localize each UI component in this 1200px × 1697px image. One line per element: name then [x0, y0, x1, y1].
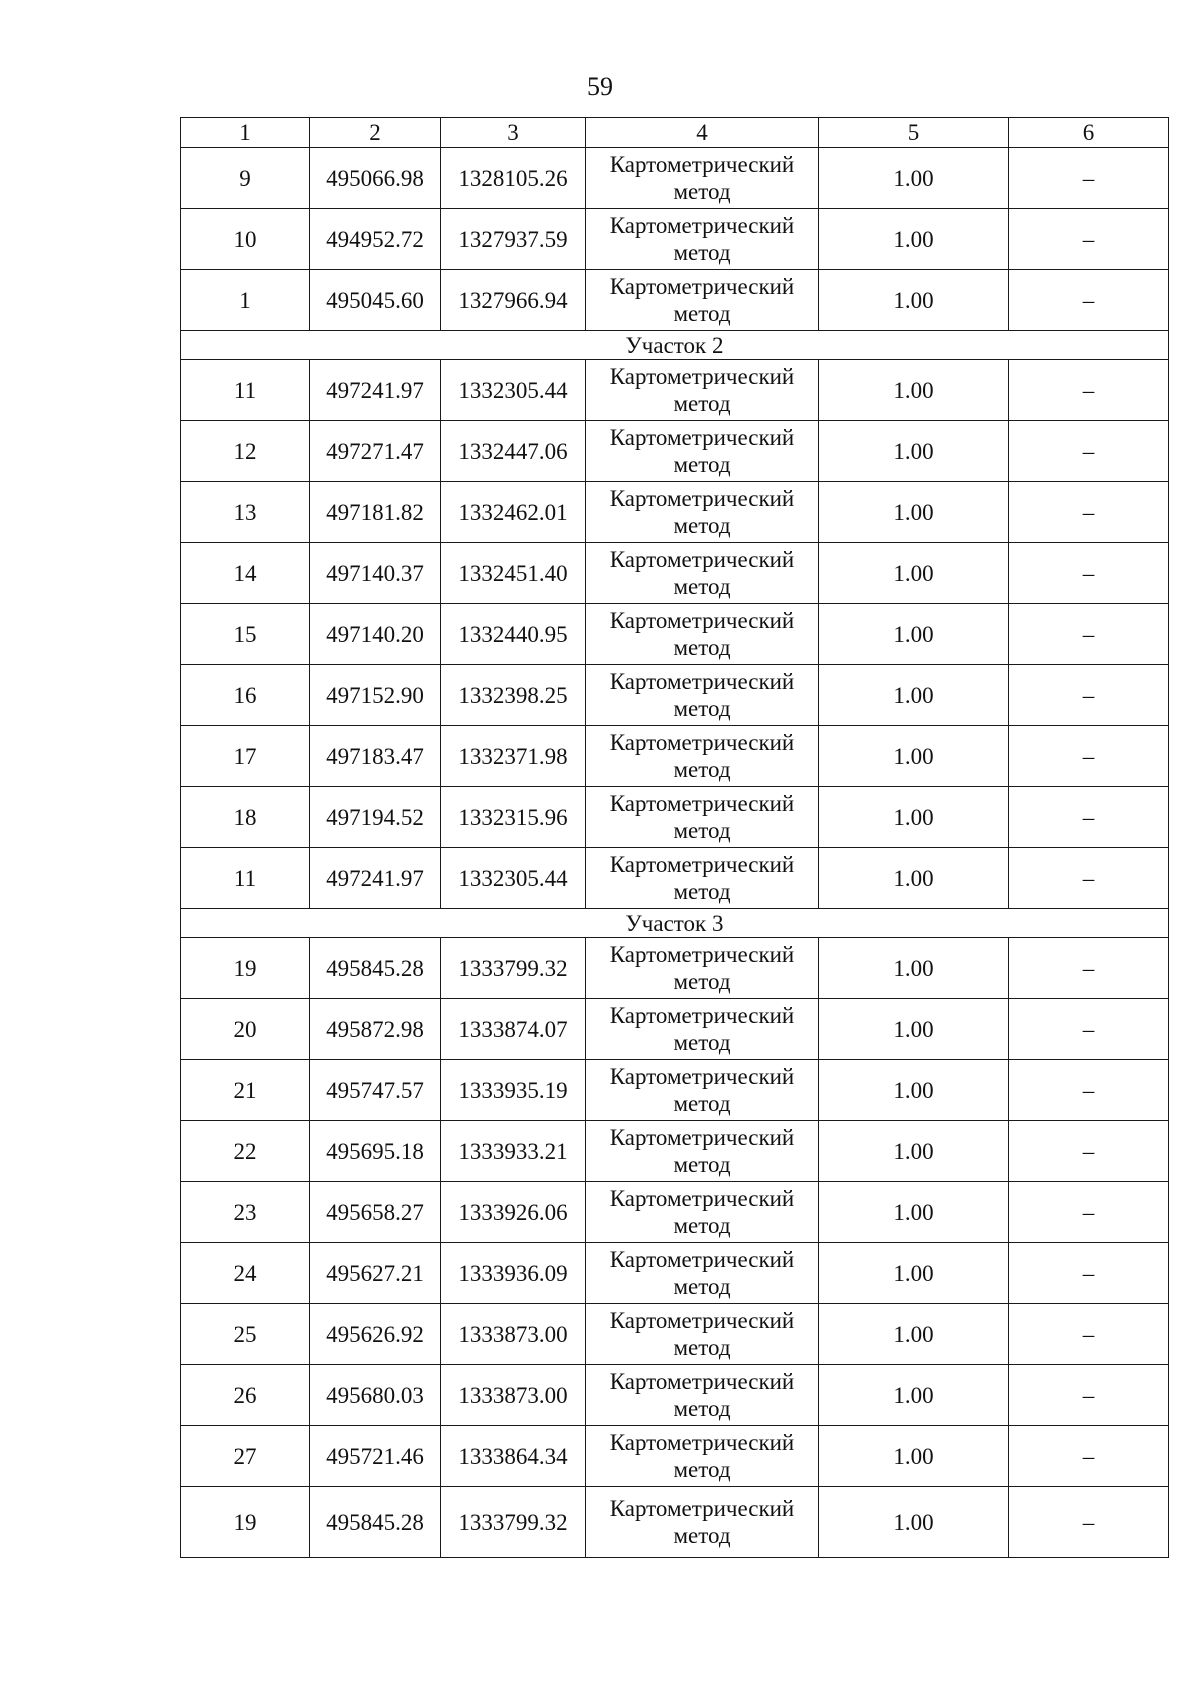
- table-cell: 1333936.09: [441, 1243, 586, 1304]
- table-cell: Картометрический метод: [586, 848, 819, 909]
- header-cell: 1: [181, 118, 310, 148]
- table-cell: 495721.46: [310, 1426, 441, 1487]
- table-cell: 495845.28: [310, 1487, 441, 1558]
- table-cell: 495066.98: [310, 148, 441, 209]
- table-cell: 495747.57: [310, 1060, 441, 1121]
- table-cell: Картометрический метод: [586, 1487, 819, 1558]
- table-cell: Картометрический метод: [586, 1426, 819, 1487]
- table-cell: 1333799.32: [441, 1487, 586, 1558]
- table-cell: Картометрический метод: [586, 421, 819, 482]
- table-cell: 1.00: [819, 787, 1009, 848]
- table-row: [181, 1182, 1169, 1243]
- table-cell: 18: [181, 787, 310, 848]
- table-cell: 1333799.32: [441, 938, 586, 999]
- table-cell: 1.00: [819, 543, 1009, 604]
- table-row: [181, 726, 1169, 787]
- section-title-row: [181, 331, 1169, 360]
- table-cell: 1333873.00: [441, 1365, 586, 1426]
- table-cell: 1.00: [819, 360, 1009, 421]
- table-cell: Картометрический метод: [586, 1304, 819, 1365]
- table-cell: 1327966.94: [441, 270, 586, 331]
- table-cell: Картометрический метод: [586, 270, 819, 331]
- table-cell: 497152.90: [310, 665, 441, 726]
- table-cell: 1332451.40: [441, 543, 586, 604]
- table-cell: 1.00: [819, 999, 1009, 1060]
- table-cell: –: [1009, 665, 1169, 726]
- table-cell: Картометрический метод: [586, 1121, 819, 1182]
- table-row: [181, 1365, 1169, 1426]
- table-row: [181, 543, 1169, 604]
- table-cell: –: [1009, 360, 1169, 421]
- table-cell: 23: [181, 1182, 310, 1243]
- table-cell: –: [1009, 1121, 1169, 1182]
- header-cell: 3: [441, 118, 586, 148]
- table-cell: 494952.72: [310, 209, 441, 270]
- table-cell: 11: [181, 360, 310, 421]
- table-cell: –: [1009, 209, 1169, 270]
- table-cell: 17: [181, 726, 310, 787]
- table-cell: –: [1009, 1182, 1169, 1243]
- table-cell: –: [1009, 999, 1169, 1060]
- table-cell: 1333864.34: [441, 1426, 586, 1487]
- table-row: [181, 421, 1169, 482]
- table-cell: –: [1009, 848, 1169, 909]
- table-cell: 19: [181, 1487, 310, 1558]
- section-title-row: [181, 909, 1169, 938]
- header-cell: 4: [586, 118, 819, 148]
- table-row: [181, 848, 1169, 909]
- coordinates-table: [180, 117, 1169, 1558]
- table-cell: 1332440.95: [441, 604, 586, 665]
- table-cell: 1.00: [819, 938, 1009, 999]
- table-cell: –: [1009, 726, 1169, 787]
- table-cell: 25: [181, 1304, 310, 1365]
- table-row: [181, 1487, 1169, 1558]
- table-cell: 1.00: [819, 1243, 1009, 1304]
- table-cell: 26: [181, 1365, 310, 1426]
- table-cell: 15: [181, 604, 310, 665]
- table-row: [181, 1304, 1169, 1365]
- table-cell: 495626.92: [310, 1304, 441, 1365]
- table-cell: 1: [181, 270, 310, 331]
- table-cell: 1.00: [819, 665, 1009, 726]
- table-cell: –: [1009, 1243, 1169, 1304]
- table-cell: 497271.47: [310, 421, 441, 482]
- table-row: [181, 1060, 1169, 1121]
- table-cell: 1.00: [819, 148, 1009, 209]
- table-cell: –: [1009, 482, 1169, 543]
- table-row: [181, 482, 1169, 543]
- table-cell: 495045.60: [310, 270, 441, 331]
- table-cell: –: [1009, 604, 1169, 665]
- section-title: Участок 3: [181, 909, 1169, 938]
- table-cell: –: [1009, 1487, 1169, 1558]
- table-row: [181, 270, 1169, 331]
- table-cell: 1.00: [819, 270, 1009, 331]
- table-cell: 13: [181, 482, 310, 543]
- table-cell: Картометрический метод: [586, 1365, 819, 1426]
- table-cell: 1332305.44: [441, 848, 586, 909]
- table-cell: 1.00: [819, 726, 1009, 787]
- table-cell: Картометрический метод: [586, 665, 819, 726]
- table-cell: –: [1009, 543, 1169, 604]
- table-cell: –: [1009, 1365, 1169, 1426]
- table-cell: 12: [181, 421, 310, 482]
- table-cell: 21: [181, 1060, 310, 1121]
- table-cell: 1332305.44: [441, 360, 586, 421]
- table-cell: 1.00: [819, 848, 1009, 909]
- table-cell: –: [1009, 270, 1169, 331]
- table-cell: 1333926.06: [441, 1182, 586, 1243]
- table-row: [181, 787, 1169, 848]
- table-cell: 1333933.21: [441, 1121, 586, 1182]
- table-cell: 495872.98: [310, 999, 441, 1060]
- table-cell: Картометрический метод: [586, 543, 819, 604]
- table-cell: 1333874.07: [441, 999, 586, 1060]
- section-title: Участок 2: [181, 331, 1169, 360]
- table-row: [181, 1243, 1169, 1304]
- table-cell: 1332462.01: [441, 482, 586, 543]
- table-row: [181, 209, 1169, 270]
- table-cell: 495658.27: [310, 1182, 441, 1243]
- table-cell: 1.00: [819, 1365, 1009, 1426]
- table-cell: Картометрический метод: [586, 999, 819, 1060]
- table-cell: Картометрический метод: [586, 938, 819, 999]
- table-cell: Картометрический метод: [586, 1060, 819, 1121]
- coordinates-table-body: [181, 118, 1169, 1558]
- table-cell: 10: [181, 209, 310, 270]
- table-cell: Картометрический метод: [586, 787, 819, 848]
- table-row: [181, 999, 1169, 1060]
- page-number: 59: [587, 72, 613, 101]
- table-cell: 495680.03: [310, 1365, 441, 1426]
- table-cell: –: [1009, 421, 1169, 482]
- table-cell: 1332371.98: [441, 726, 586, 787]
- table-cell: –: [1009, 1426, 1169, 1487]
- header-cell: 2: [310, 118, 441, 148]
- table-cell: 497241.97: [310, 360, 441, 421]
- table-cell: 22: [181, 1121, 310, 1182]
- table-cell: 1332447.06: [441, 421, 586, 482]
- table-cell: 1.00: [819, 1426, 1009, 1487]
- table-cell: 495695.18: [310, 1121, 441, 1182]
- table-cell: Картометрический метод: [586, 1243, 819, 1304]
- header-cell: 6: [1009, 118, 1169, 148]
- table-cell: 9: [181, 148, 310, 209]
- header-cell: 5: [819, 118, 1009, 148]
- table-cell: Картометрический метод: [586, 148, 819, 209]
- table-cell: Картометрический метод: [586, 360, 819, 421]
- table-cell: 497140.37: [310, 543, 441, 604]
- table-cell: 497241.97: [310, 848, 441, 909]
- table-cell: 1332315.96: [441, 787, 586, 848]
- table-cell: 1.00: [819, 1304, 1009, 1365]
- table-cell: 27: [181, 1426, 310, 1487]
- table-cell: 1.00: [819, 421, 1009, 482]
- table-cell: 1327937.59: [441, 209, 586, 270]
- table-cell: 497140.20: [310, 604, 441, 665]
- table-cell: Картометрический метод: [586, 1182, 819, 1243]
- table-cell: 1.00: [819, 1182, 1009, 1243]
- table-row: [181, 604, 1169, 665]
- table-cell: 1.00: [819, 482, 1009, 543]
- table-cell: 20: [181, 999, 310, 1060]
- table-cell: Картометрический метод: [586, 726, 819, 787]
- table-cell: 24: [181, 1243, 310, 1304]
- table-cell: 497183.47: [310, 726, 441, 787]
- table-cell: Картометрический метод: [586, 604, 819, 665]
- table-row: [181, 360, 1169, 421]
- table-cell: 1.00: [819, 604, 1009, 665]
- table-cell: 495627.21: [310, 1243, 441, 1304]
- table-cell: Картометрический метод: [586, 482, 819, 543]
- table-cell: –: [1009, 1304, 1169, 1365]
- table-cell: 19: [181, 938, 310, 999]
- table-cell: 497194.52: [310, 787, 441, 848]
- table-cell: 16: [181, 665, 310, 726]
- table-cell: –: [1009, 148, 1169, 209]
- table-row: [181, 1121, 1169, 1182]
- table-row: [181, 1426, 1169, 1487]
- table-cell: –: [1009, 1060, 1169, 1121]
- table-cell: 1328105.26: [441, 148, 586, 209]
- table-cell: –: [1009, 787, 1169, 848]
- table-row: [181, 148, 1169, 209]
- table-row: [181, 938, 1169, 999]
- table-row: [181, 665, 1169, 726]
- table-cell: –: [1009, 938, 1169, 999]
- table-cell: 1.00: [819, 209, 1009, 270]
- table-cell: Картометрический метод: [586, 209, 819, 270]
- table-cell: 14: [181, 543, 310, 604]
- table-cell: 1333873.00: [441, 1304, 586, 1365]
- table-cell: 1.00: [819, 1060, 1009, 1121]
- table-cell: 11: [181, 848, 310, 909]
- table-cell: 495845.28: [310, 938, 441, 999]
- table-cell: 1332398.25: [441, 665, 586, 726]
- table-cell: 1.00: [819, 1121, 1009, 1182]
- header-row: [181, 118, 1169, 148]
- table-cell: 497181.82: [310, 482, 441, 543]
- table-cell: 1333935.19: [441, 1060, 586, 1121]
- table-cell: 1.00: [819, 1487, 1009, 1558]
